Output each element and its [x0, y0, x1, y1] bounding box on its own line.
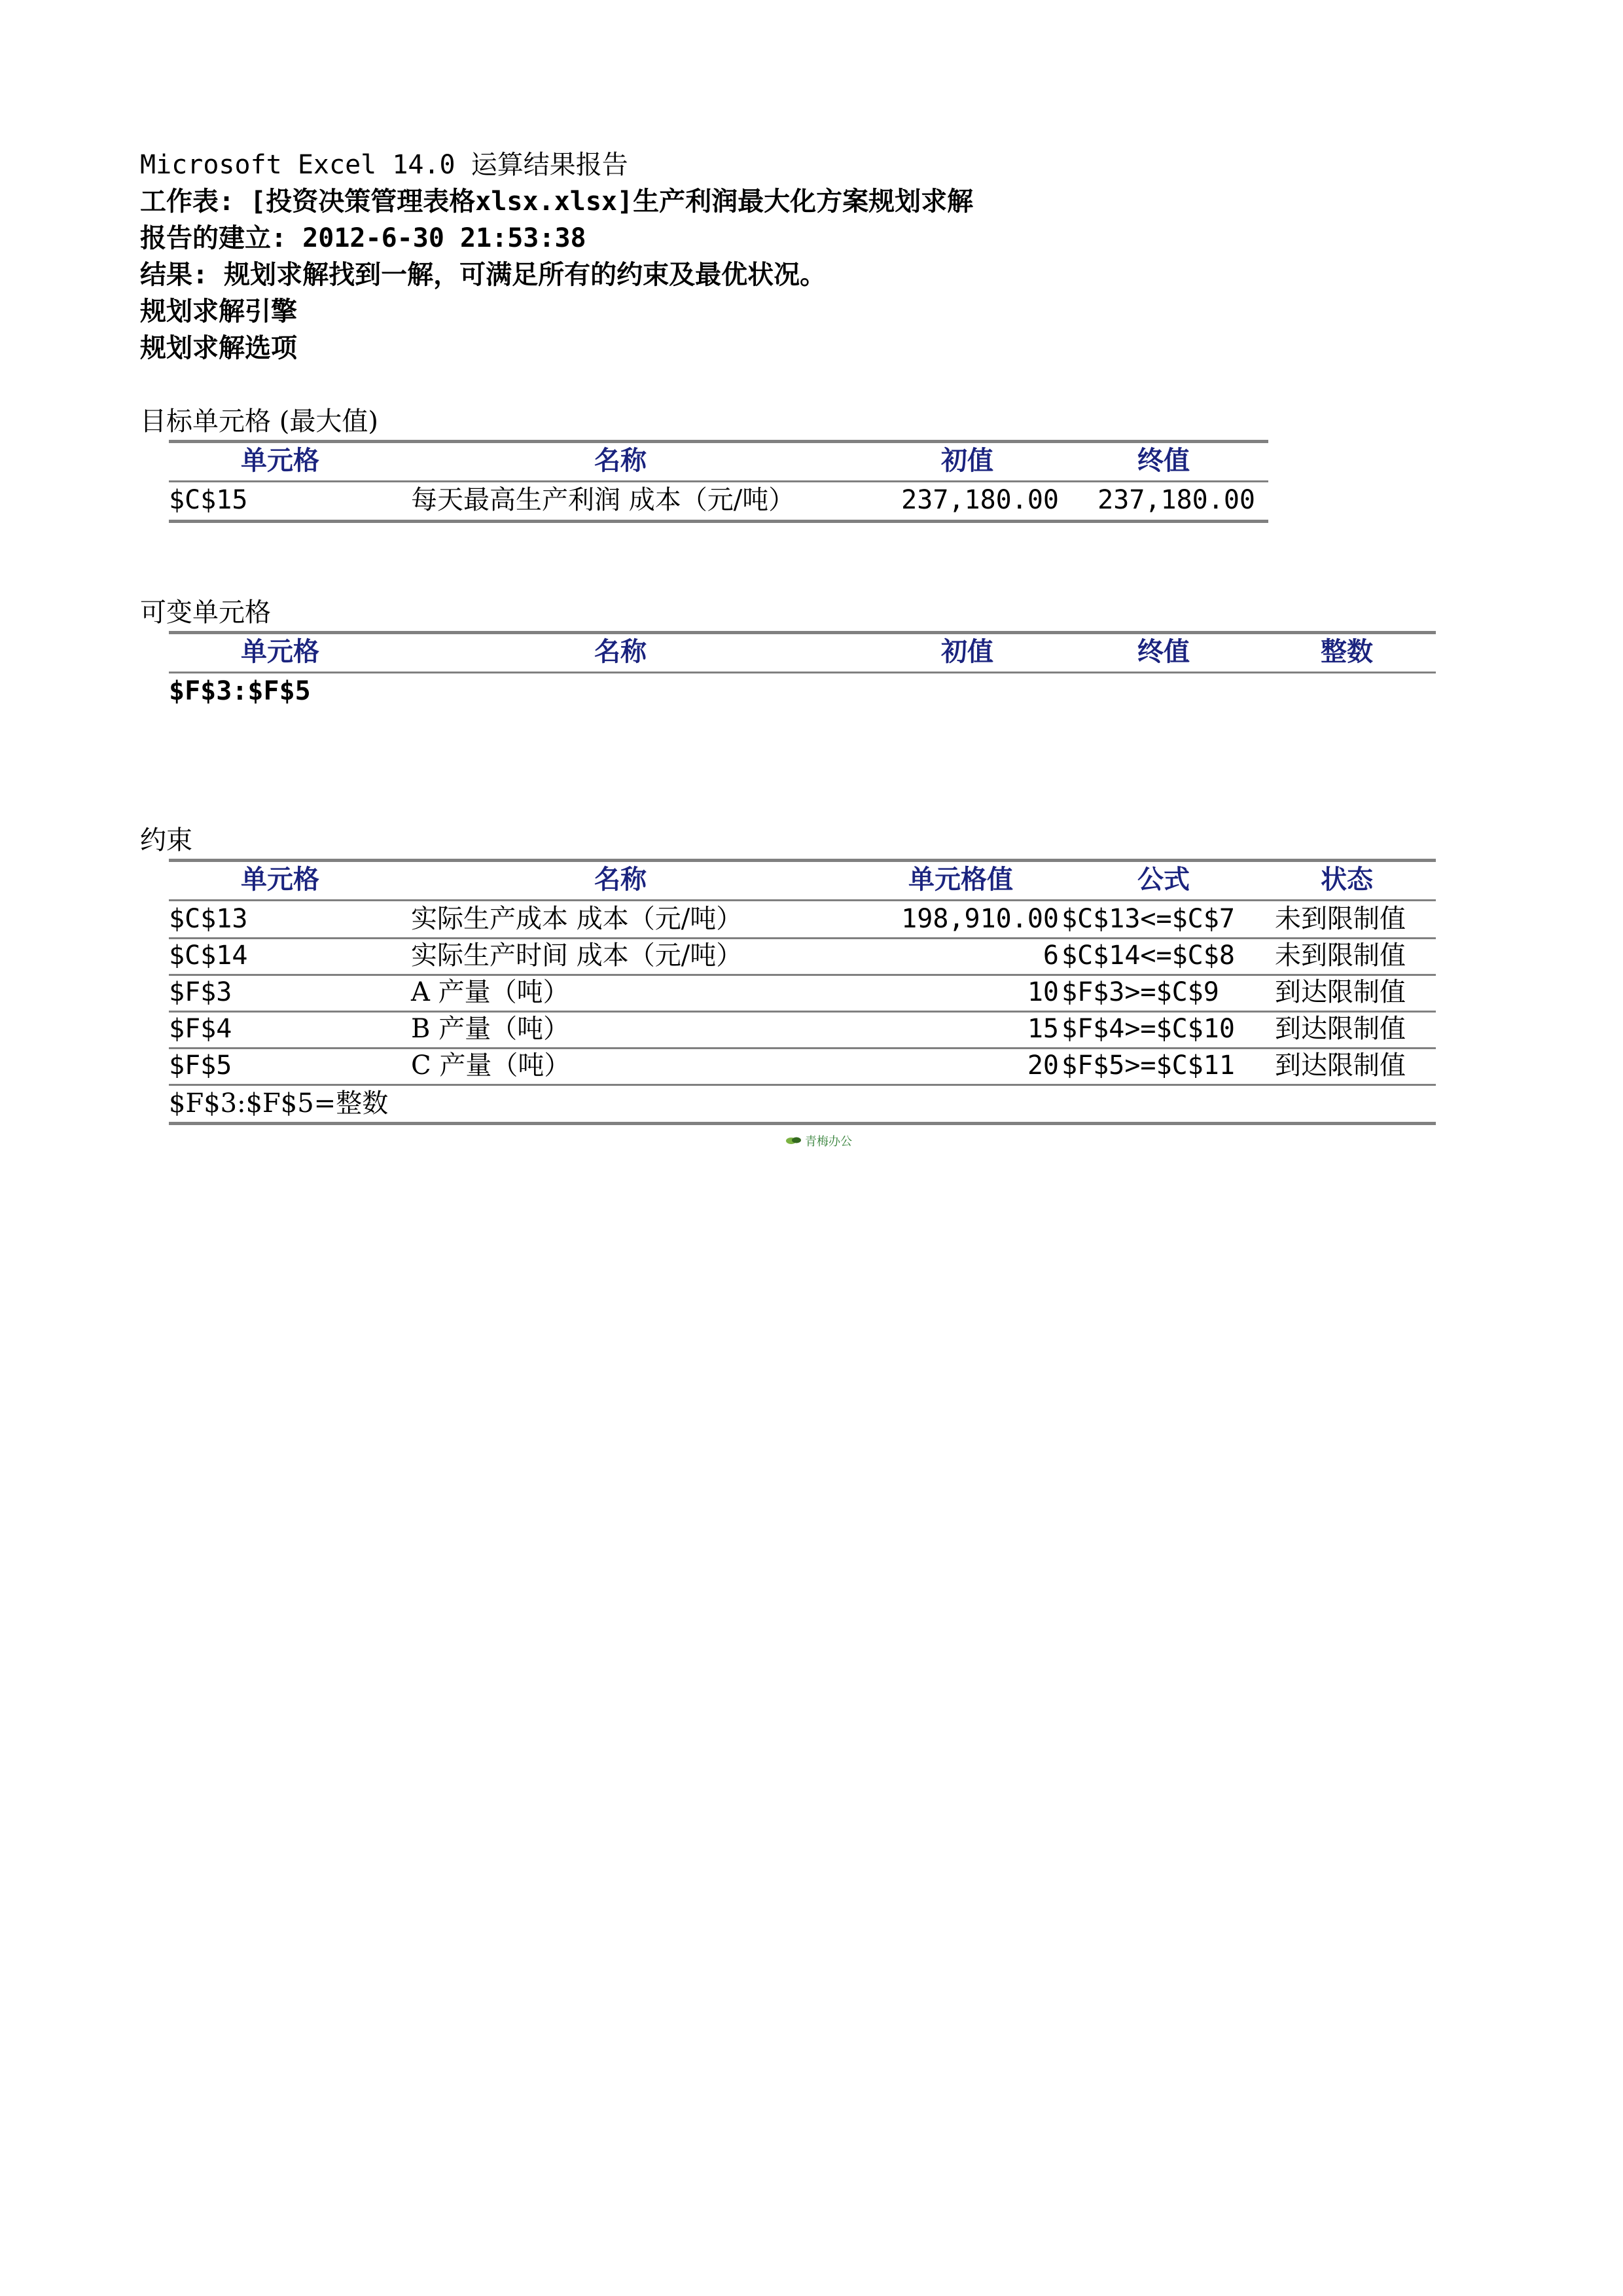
row-final: 237,180.00: [1097, 485, 1255, 515]
row-cell: $F$4: [169, 1014, 232, 1044]
header-formula: 公式: [1137, 865, 1190, 895]
row-formula: $C$13<=$C$7: [1061, 904, 1235, 934]
row-value: 20: [1027, 1050, 1059, 1081]
table-bottom-rule: [169, 520, 1268, 523]
header-final: 终值: [1137, 446, 1190, 476]
row-name: B 产量（吨）: [411, 1014, 570, 1044]
row-name: C 产量（吨）: [411, 1050, 571, 1081]
row-formula: $F$3>=$C$9: [1061, 977, 1219, 1007]
watermark-text: 青梅办公: [805, 1135, 852, 1149]
constraints-footer: $F$3:$F$5=整数: [169, 1088, 389, 1119]
row-status: 未到限制值: [1275, 941, 1406, 971]
row-value: 15: [1027, 1014, 1059, 1044]
header-value: 单元格值: [908, 865, 1013, 895]
row-status: 到达限制值: [1275, 1014, 1406, 1044]
row-divider: [169, 1047, 1436, 1049]
objective-table: [169, 440, 1268, 526]
row-status: 未到限制值: [1275, 904, 1406, 934]
row-status: 到达限制值: [1275, 1050, 1406, 1081]
report-engine: 规划求解引擎: [140, 296, 297, 327]
row-cell: $C$13: [169, 904, 248, 934]
header-name: 名称: [594, 865, 647, 895]
report-options: 规划求解选项: [140, 333, 297, 363]
constraints-section-title: 约束: [140, 825, 192, 855]
header-integer: 整数: [1321, 637, 1373, 667]
row-divider: [169, 1011, 1436, 1013]
header-cell: 单元格: [241, 637, 319, 667]
row-initial: 237,180.00: [901, 485, 1059, 515]
row-value: 198,910.00: [901, 904, 1059, 934]
row-cell: $F$5: [169, 1050, 232, 1081]
header-rule: [169, 672, 1436, 673]
header-initial: 初值: [941, 637, 993, 667]
row-name: A 产量（吨）: [411, 977, 569, 1007]
row-divider: [169, 974, 1436, 976]
report-worksheet: 工作表: [投资决策管理表格xlsx.xlsx]生产利润最大化方案规划求解: [140, 187, 974, 217]
row-formula: $F$4>=$C$10: [1061, 1014, 1235, 1044]
row-value: 10: [1027, 977, 1059, 1007]
variable-range: $F$3:$F$5: [169, 676, 311, 706]
watermark: [785, 1132, 852, 1149]
header-rule: [169, 899, 1436, 901]
objective-section-title: 目标单元格 (最大值): [140, 406, 378, 437]
header-name: 名称: [594, 446, 647, 476]
row-divider: [169, 937, 1436, 939]
row-name: 实际生产成本 成本（元/吨）: [411, 904, 743, 934]
row-formula: $C$14<=$C$8: [1061, 941, 1235, 971]
row-formula: $F$5>=$C$11: [1061, 1050, 1235, 1081]
constraints-table: [169, 859, 1436, 1134]
row-cell: $C$14: [169, 941, 248, 971]
table-bottom-rule: [169, 1122, 1436, 1125]
row-value: 6: [1043, 941, 1059, 971]
header-initial: 初值: [941, 446, 993, 476]
report-result: 结果: 规划求解找到一解，可满足所有的约束及最优状况。: [140, 260, 827, 290]
report-created: 报告的建立: 2012-6-30 21:53:38: [140, 223, 586, 253]
row-name: 实际生产时间 成本（元/吨）: [411, 941, 743, 971]
header-name: 名称: [594, 637, 647, 667]
report-title: Microsoft Excel 14.0 运算结果报告: [140, 150, 628, 180]
row-cell: $C$15: [169, 485, 248, 515]
leaf-icon: [785, 1135, 802, 1147]
header-cell: 单元格: [241, 865, 319, 895]
header-cell: 单元格: [241, 446, 319, 476]
variables-table: [169, 631, 1436, 716]
row-name: 每天最高生产利润 成本（元/吨）: [411, 485, 795, 515]
variables-section-title: 可变单元格: [140, 598, 271, 628]
row-status: 到达限制值: [1275, 977, 1406, 1007]
header-final: 终值: [1137, 637, 1190, 667]
header-status: 状态: [1321, 865, 1373, 895]
row-cell: $F$3: [169, 977, 232, 1007]
